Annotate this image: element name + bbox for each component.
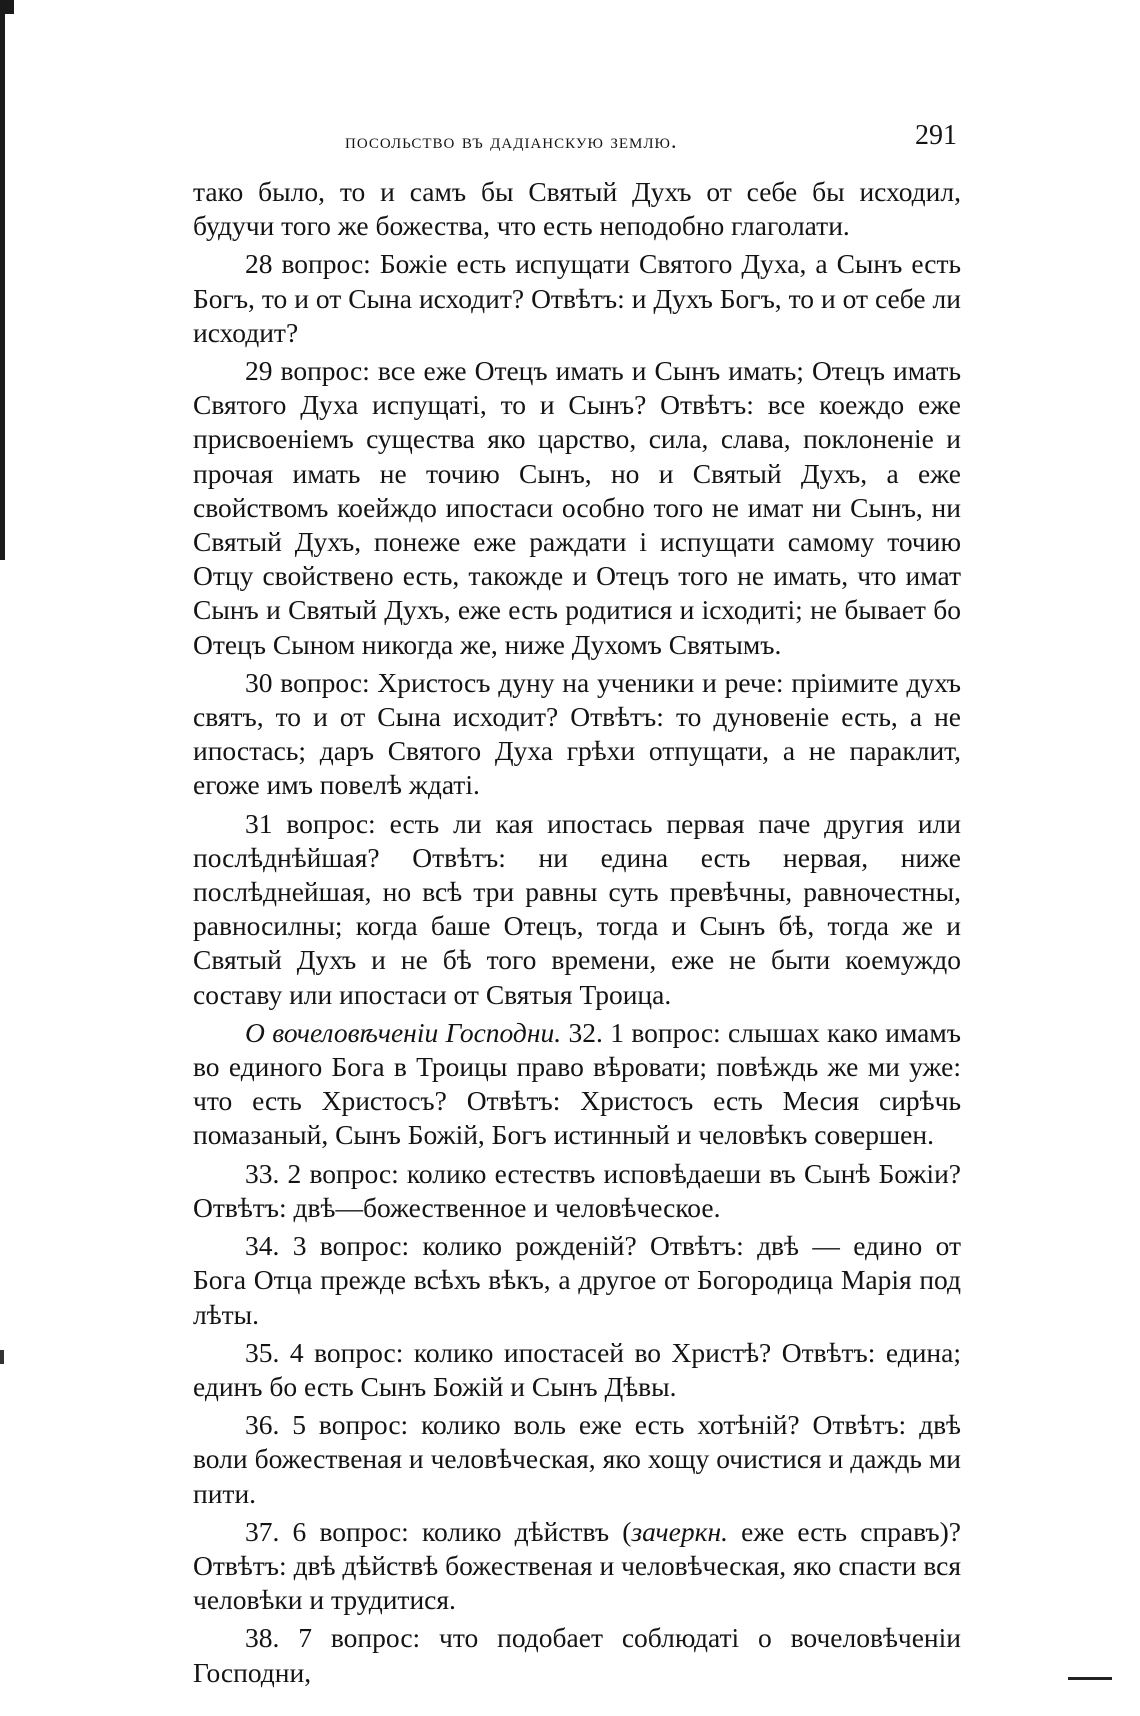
- paragraph-question-31: [193, 807, 961, 1012]
- paragraph-question-29: [193, 354, 961, 662]
- paragraph-question-38: [193, 1621, 961, 1689]
- paragraph-text: 28 вопрос: Божіе есть испущати Святого Духа, а Сынъ есть Богъ, то и от Сына исходит? Отвѣтъ: и Духъ Богъ, то и от себе ли исходит?: [193, 248, 961, 348]
- section-heading: О вочеловѣченіи Господни.: [245, 1016, 562, 1048]
- paragraph-text: 38. 7 вопрос: что подобает соблюдаті о вочеловѣченіи Господни,: [193, 1622, 961, 1688]
- paragraph-text: тако было, то и самъ бы Святый Духъ от себе бы исходил, будучи того же божества, что есть неподобно глаголати.: [193, 176, 961, 242]
- bottom-dash: [1068, 1677, 1112, 1680]
- paragraph-text: 34. 3 вопрос: колико рожденій? Отвѣтъ: двѣ — едино от Бога Отца прежде всѣхъ вѣкъ, а другое от Богородица Марія под лѣты.: [193, 1230, 961, 1330]
- paragraph-text: 31 вопрос: есть ли кая ипостась первая паче другия или послѣднѣйшая? Отвѣтъ: ни едина есть нервая, ниже послѣднейшая, но всѣ три равны суть превѣчны, равночестны, равносилны; когда баше Отецъ, тогда и Сынъ бѣ, тогда же и Святый Духъ и не бѣ того времени, еже не быти коемуждо составу или ипостаси от Святыя Троица.: [193, 807, 961, 1010]
- binding-edge-rule: [0, 0, 5, 560]
- paragraph-text: 32. 1 вопрос: слышах како имамъ во единого Бога в Троицы право вѣровати; повѣждь же ми уже: что есть Христосъ? Отвѣтъ: Христосъ есть Месия сирѣчь помазаный, Сынъ Божій, Богъ истинный и человѣкъ совершен.: [193, 1016, 961, 1151]
- paragraph-text: 29 вопрос: все еже Отецъ имать и Сынъ имать; Отецъ имать Святого Духа испущаті, то и Сынъ? Отвѣтъ: все коеждо еже присвоеніемъ существа яко царство, сила, слава, поклоненіе и прочая имать не точию Сынъ, но и Святый Духъ, а еже свойствомъ коейждо ипостаси особно того не имат ни Сынъ, ни Святый Духъ, понеже еже раждати і испущати самому точию Отцу свойствено есть, такожде и Отецъ того не имать, что имат Сынъ и Святый Духъ, еже есть родитися и ісходиті; не бывает бо Отецъ Сыном никогда же, ниже Духомъ Святымъ.: [193, 355, 961, 660]
- paragraph-continuation: [193, 175, 961, 243]
- paragraph-text: 36. 5 вопрос: колико воль еже есть хотѣній? Отвѣтъ: двѣ воли божественая и человѣческая, яко хощу очистися и даждь ми пити.: [193, 1409, 961, 1509]
- page-number: 291: [915, 120, 957, 151]
- paragraph-question-37: [193, 1515, 961, 1618]
- page-body: [193, 175, 961, 1694]
- paragraph-question-34: [193, 1229, 961, 1332]
- paragraph-text: 30 вопрос: Христосъ дуну на ученики и рече: пріимите духъ святъ, то и от Сына исходит? Отвѣтъ: то дуновеніе есть, а не ипостась; даръ Святого Духа грѣхи отпущати, а не параклит, егоже имъ повелѣ ждаті.: [193, 666, 961, 801]
- paragraph-text: 35. 4 вопрос: колико ипостасей во Христѣ? Отвѣтъ: едина; единъ бо есть Сынъ Божій и Сынъ Дѣвы.: [193, 1336, 961, 1402]
- paragraph-text: еже есть справъ)? Отвѣтъ: двѣ дѣйствѣ божественая и человѣческая, яко спасти вся человѣки и трудитися.: [193, 1515, 962, 1616]
- paragraph-question-30: [193, 666, 961, 803]
- margin-mark: [0, 1350, 4, 1364]
- paragraph-text: 37. 6 вопрос: колико дѣйствъ (: [245, 1515, 632, 1547]
- paragraph-text: 33. 2 вопрос: колико естествъ исповѣдаеши въ Сынѣ Божіи? Отвѣтъ: двѣ—божественное и человѣческое.: [193, 1157, 961, 1223]
- paragraph-question-35: [193, 1336, 961, 1404]
- paragraph-question-32: [193, 1016, 961, 1153]
- paragraph-question-28: [193, 247, 961, 350]
- editorial-note: зачеркн.: [631, 1515, 728, 1547]
- paragraph-question-36: [193, 1408, 961, 1511]
- running-title: посольство въ дадіанскую землю.: [345, 128, 678, 153]
- paragraph-question-33: [193, 1157, 961, 1225]
- page-header: [195, 120, 965, 160]
